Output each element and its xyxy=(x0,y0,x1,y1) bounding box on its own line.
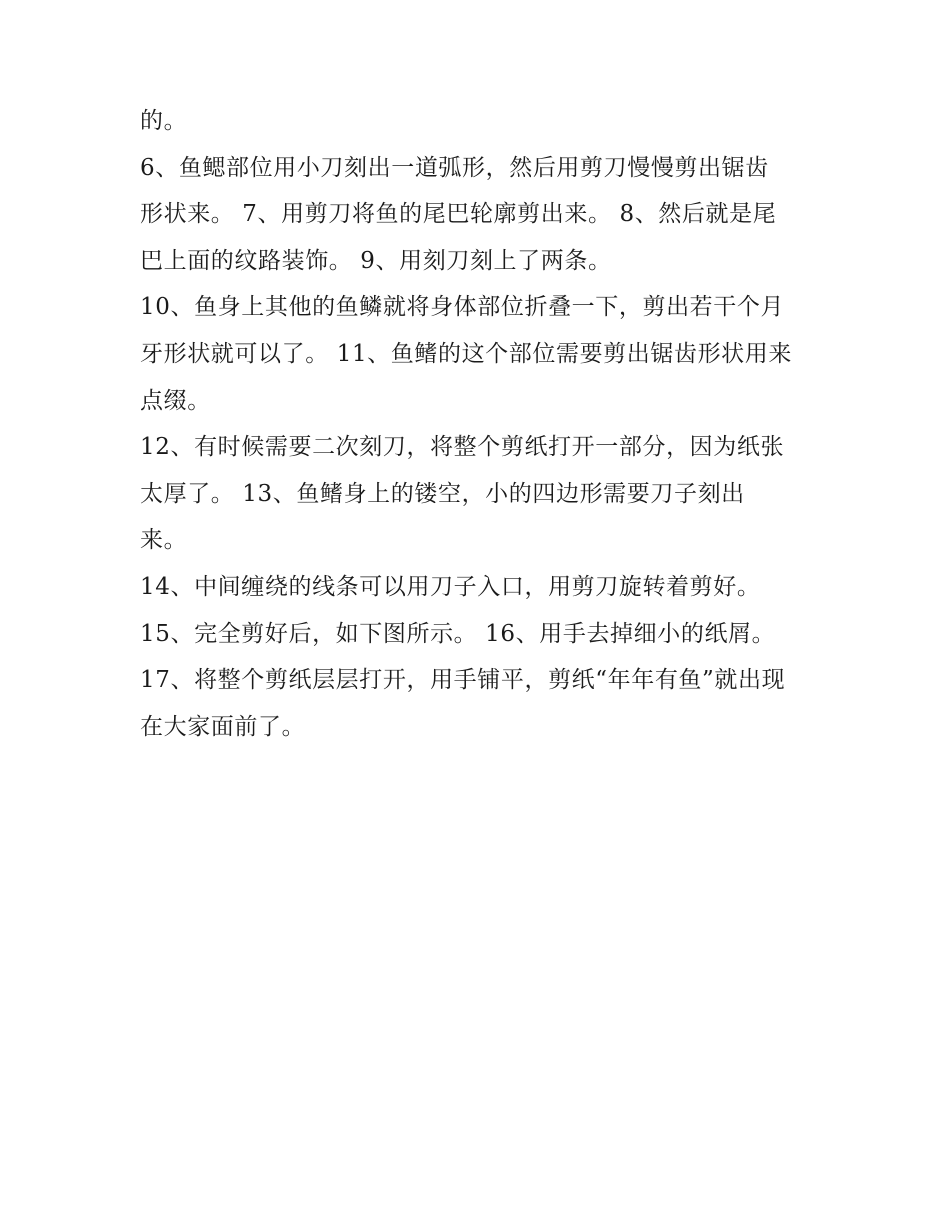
text-line: 在大家面前了。 xyxy=(140,713,306,740)
document-body xyxy=(140,108,830,760)
text-line: 形状来。 7、用剪刀将鱼的尾巴轮廓剪出来。 8、然后就是尾 xyxy=(140,201,777,228)
text-line: 6、鱼鳃部位用小刀刻出一道弧形，然后用剪刀慢慢剪出锯齿 xyxy=(140,154,769,181)
text-line: 17、将整个剪纸层层打开，用手铺平，剪纸“年年有鱼”就出现 xyxy=(140,667,786,694)
text-line: 巴上面的纹路装饰。 9、用刻刀刻上了两条。 xyxy=(140,247,612,274)
text-line: 10、鱼身上其他的鱼鳞就将身体部位折叠一下，剪出若干个月 xyxy=(140,294,785,321)
text-line: 牙形状就可以了。 11、鱼鳍的这个部位需要剪出锯齿形状用来 xyxy=(140,340,792,367)
text-line: 点缀。 xyxy=(140,387,211,414)
text-line: 12、有时候需要二次刻刀，将整个剪纸打开一部分，因为纸张 xyxy=(140,434,785,461)
text-line: 太厚了。 13、鱼鳍身上的镂空，小的四边形需要刀子刻出 xyxy=(140,480,745,507)
text-line: 来。 xyxy=(140,527,188,554)
text-line: 的。 xyxy=(140,108,188,134)
text-line: 15、完全剪好后，如下图所示。 16、用手去掉细小的纸屑。 xyxy=(140,620,776,647)
text-line: 14、中间缠绕的线条可以用刀子入口，用剪刀旋转着剪好。 xyxy=(140,573,761,600)
